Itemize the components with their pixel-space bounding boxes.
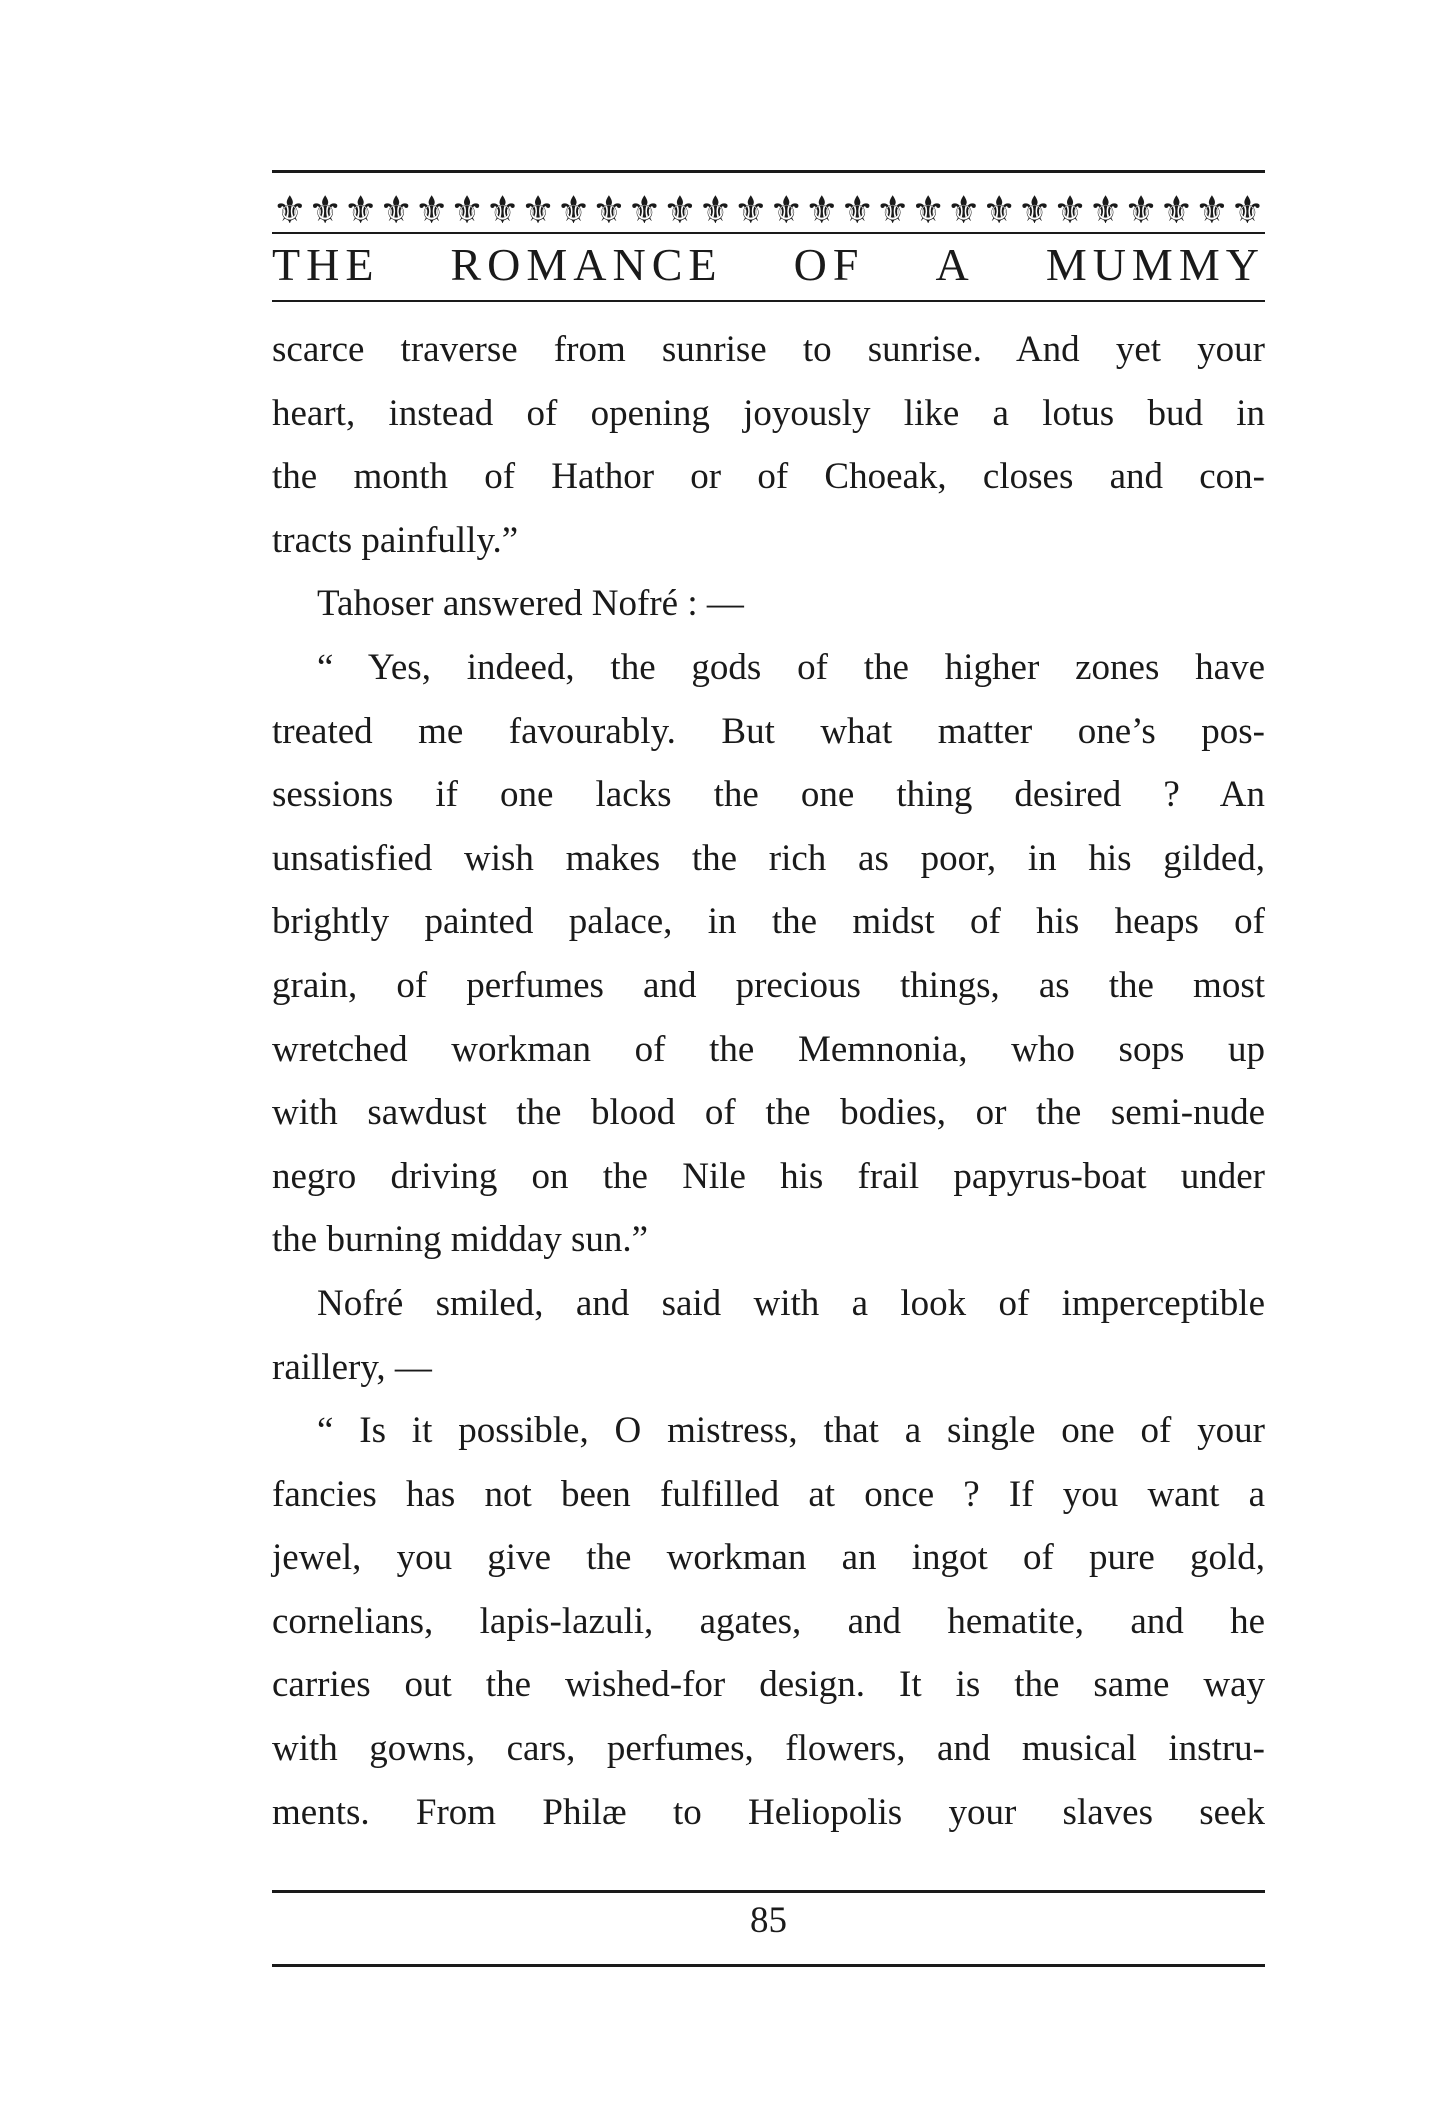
footer-bottom-rule [272, 1964, 1265, 1967]
fleuron-icon: ⚜ [911, 190, 946, 232]
fleuron-icon: ⚜ [591, 190, 626, 232]
text-line: treated me favourably. But what matter one’s pos- [272, 710, 1265, 752]
fleuron-icon: ⚜ [485, 190, 520, 232]
fleuron-icon: ⚜ [982, 190, 1017, 232]
running-head-word: ROMANCE [450, 238, 723, 290]
running-head [272, 234, 1265, 294]
fleuron-icon: ⚜ [1194, 190, 1229, 232]
text-line: “ Yes, indeed, the gods of the higher zones have [317, 646, 1265, 688]
fleuron-icon: ⚜ [875, 190, 910, 232]
text-line: the burning midday sun.” [272, 1219, 649, 1261]
text-line: with gowns, cars, perfumes, flowers, and musical instru- [272, 1728, 1265, 1770]
text-line: tracts painfully.” [272, 519, 519, 561]
fleuron-icon: ⚜ [450, 190, 485, 232]
fleuron-icon: ⚜ [627, 190, 662, 232]
text-line: “ Is it possible, O mistress, that a single one of your [317, 1410, 1265, 1452]
text-line: negro driving on the Nile his frail papyrus-boat under [272, 1155, 1265, 1197]
fleuron-icon: ⚜ [343, 190, 378, 232]
text-line: jewel, you give the workman an ingot of pure gold, [272, 1537, 1265, 1579]
text-line: sessions if one lacks the one thing desired ? An [272, 774, 1265, 816]
text-line: carries out the wished-for design. It is the same way [272, 1664, 1265, 1706]
text-line: brightly painted palace, in the midst of his heaps of [272, 901, 1265, 943]
fleuron-icon: ⚜ [1230, 190, 1265, 232]
text-line: the month of Hathor or of Choeak, closes and con- [272, 456, 1265, 498]
fleuron-icon: ⚜ [1159, 190, 1194, 232]
fleuron-icon: ⚜ [1123, 190, 1159, 232]
fleuron-icon: ⚜ [379, 190, 414, 232]
fleuron-icon: ⚜ [733, 190, 768, 232]
fleuron-icon: ⚜ [520, 190, 556, 232]
running-head-word: A [935, 238, 975, 290]
text-line: heart, instead of opening joyously like a lotus bud in [272, 392, 1265, 434]
fleuron-icon: ⚜ [1088, 190, 1123, 232]
fleuron-ornament-row [272, 178, 1265, 230]
footer-top-rule [272, 1890, 1265, 1893]
fleuron-icon: ⚜ [769, 190, 804, 232]
header-rule [272, 300, 1265, 302]
fleuron-icon: ⚜ [698, 190, 733, 232]
text-line: wretched workman of the Memnonia, who sops up [272, 1028, 1265, 1070]
page-number: 85 [750, 1900, 787, 1941]
fleuron-icon: ⚜ [946, 190, 981, 232]
text-line: fancies has not been fulfilled at once ? If you want a [272, 1473, 1265, 1515]
text-line: Nofré smiled, and said with a look of imperceptible [317, 1282, 1265, 1324]
text-line: unsatisfied wish makes the rich as poor, in his gilded, [272, 837, 1265, 879]
text-line: cornelians, lapis-lazuli, agates, and hematite, and he [272, 1600, 1265, 1642]
fleuron-icon: ⚜ [840, 190, 875, 232]
text-line: Tahoser answered Nofré : — [317, 583, 744, 625]
fleuron-icon: ⚜ [308, 190, 343, 232]
fleuron-icon: ⚜ [1053, 190, 1088, 232]
fleuron-icon: ⚜ [272, 190, 307, 232]
fleuron-icon: ⚜ [1017, 190, 1052, 232]
text-line: grain, of perfumes and precious things, as the most [272, 964, 1265, 1006]
running-head-word: THE [272, 238, 380, 290]
text-line: raillery, — [272, 1346, 432, 1388]
fleuron-icon: ⚜ [414, 190, 449, 232]
running-head-word: MUMMY [1045, 238, 1265, 290]
top-rule [272, 170, 1265, 173]
running-head-word: OF [793, 238, 865, 290]
text-line: scarce traverse from sunrise to sunrise. And yet your [272, 329, 1265, 370]
text-line: ments. From Philæ to Heliopolis your slaves seek [272, 1791, 1265, 1833]
fleuron-icon: ⚜ [804, 190, 839, 232]
body-text [272, 318, 1265, 1844]
text-line: with sawdust the blood of the bodies, or the semi-nude [272, 1092, 1265, 1134]
fleuron-icon: ⚜ [556, 190, 591, 232]
fleuron-icon: ⚜ [662, 190, 697, 232]
